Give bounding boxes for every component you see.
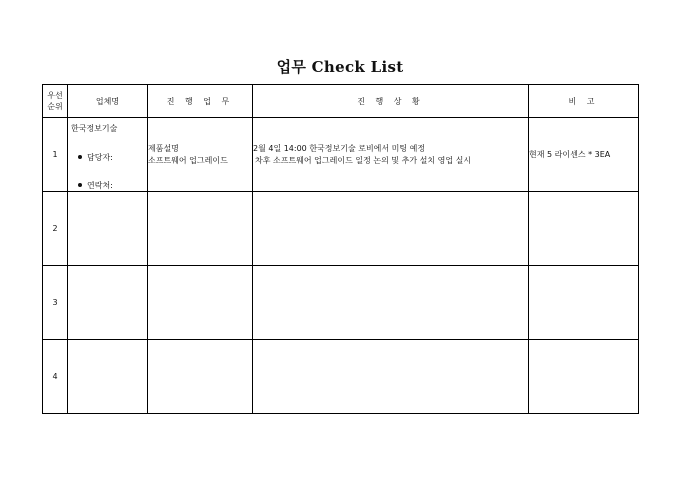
header-company: 업체명 [68,85,148,118]
rank-cell: 3 [43,266,68,340]
manager-label: 담당자: [87,153,113,162]
status-cell[interactable] [253,266,529,340]
checklist-table [42,84,639,414]
header-rank-line-1: 우선 [47,91,63,100]
table-row [43,118,639,192]
contact-label: 연락처: [87,181,113,190]
table-row [43,266,639,340]
table-row [43,192,639,266]
note-cell[interactable]: 현재 5 라이센스 * 3EA [529,118,639,192]
company-name: 한국정보기술 [71,124,118,133]
manager-item [78,152,113,163]
task-cell[interactable] [148,340,253,414]
page-title: 업무 Check List [276,58,404,76]
status-line: 2월 4일 14:00 한국정보기술 로비에서 미팅 예정 [253,143,426,153]
header-note: 비 고 [529,85,639,118]
rank-cell: 2 [43,192,68,266]
task-line: 제품설명 [148,143,179,153]
company-cell[interactable] [68,118,148,192]
task-cell[interactable] [148,266,253,340]
status-cell[interactable] [253,340,529,414]
header-status: 진 행 상 황 [253,85,529,118]
task-cell[interactable] [148,118,253,192]
note-cell[interactable] [529,192,639,266]
company-cell[interactable] [68,266,148,340]
status-line: 차후 소프트웨어 업그레이드 일정 논의 및 추가 설치 영업 실시 [255,155,472,165]
note-cell[interactable] [529,266,639,340]
rank-cell: 1 [43,118,68,192]
note-cell[interactable] [529,340,639,414]
bullet-icon [78,183,82,187]
task-cell[interactable] [148,192,253,266]
company-cell[interactable] [68,340,148,414]
table-row [43,340,639,414]
table-header-row [43,85,639,118]
header-rank [43,85,68,118]
company-cell[interactable] [68,192,148,266]
header-rank-line-2: 순위 [47,102,63,111]
status-cell[interactable] [253,192,529,266]
rank-cell: 4 [43,340,68,414]
contact-item [78,180,113,191]
status-cell[interactable] [253,118,529,192]
header-task: 진 행 업 무 [148,85,253,118]
bullet-icon [78,155,82,159]
task-line: 소프트웨어 업그레이드 [148,155,228,165]
